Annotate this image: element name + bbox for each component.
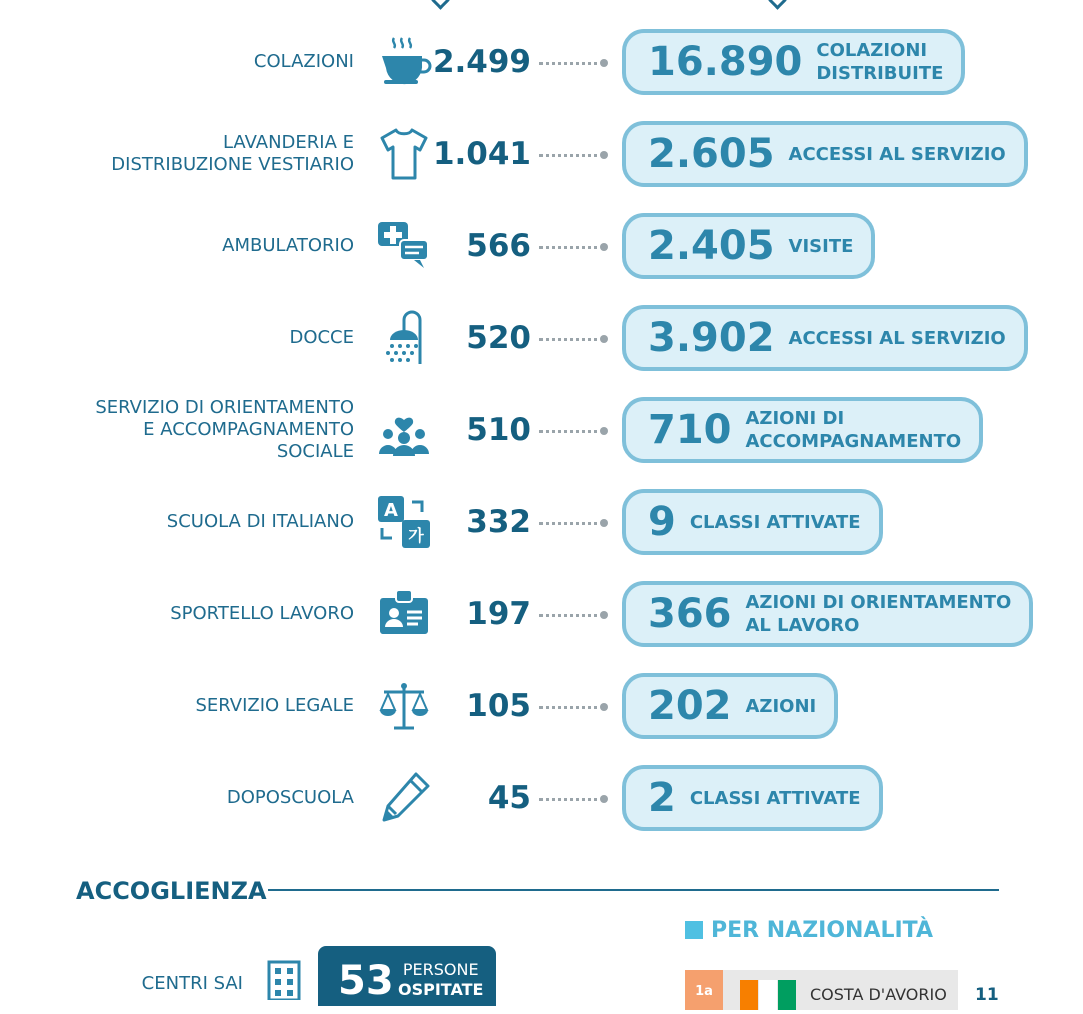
service-row bbox=[0, 482, 1083, 562]
service-label: AMBULATORIO bbox=[222, 235, 354, 256]
sai-text-line-2: OSPITATE bbox=[398, 980, 484, 999]
building-icon bbox=[263, 958, 305, 1000]
sai-label: CENTRI SAI bbox=[141, 973, 243, 994]
service-row bbox=[0, 298, 1083, 378]
service-count: 45 bbox=[487, 780, 531, 816]
sai-number: 53 bbox=[338, 958, 394, 1004]
dotted-connector bbox=[539, 798, 605, 801]
dotted-connector bbox=[539, 62, 605, 65]
service-row bbox=[0, 390, 1083, 470]
dotted-connector bbox=[539, 246, 605, 249]
dotted-connector bbox=[539, 614, 605, 617]
service-label: SERVIZIO LEGALE bbox=[195, 695, 354, 716]
svg-text:가: 가 bbox=[408, 526, 424, 545]
result-pill bbox=[622, 489, 883, 555]
connector-dot bbox=[600, 519, 608, 527]
connector-dot bbox=[600, 795, 608, 803]
result-number: 366 bbox=[648, 591, 732, 637]
connector-dot bbox=[600, 427, 608, 435]
result-number: 2.405 bbox=[648, 223, 775, 269]
translate-icon bbox=[376, 494, 432, 550]
dotted-connector bbox=[539, 706, 605, 709]
dotted-connector bbox=[539, 430, 605, 433]
result-number: 2 bbox=[648, 775, 676, 821]
result-description: COLAZIONI DISTRIBUITE bbox=[816, 40, 944, 84]
result-description: CLASSI ATTIVATE bbox=[689, 787, 861, 809]
result-number: 202 bbox=[648, 683, 732, 729]
service-count: 105 bbox=[466, 688, 531, 724]
service-label: DOPOSCUOLA bbox=[226, 787, 354, 808]
result-number: 16.890 bbox=[648, 39, 803, 85]
service-label: LAVANDERIA E DISTRIBUZIONE VESTIARIO bbox=[111, 132, 354, 175]
service-label: COLAZIONI bbox=[253, 51, 354, 72]
nationality-marker-icon bbox=[685, 921, 703, 939]
pencil-icon bbox=[376, 770, 432, 826]
result-description: ACCESSI AL SERVIZIO bbox=[788, 327, 1006, 349]
connector-dot bbox=[600, 335, 608, 343]
service-count: 566 bbox=[466, 228, 531, 264]
result-number: 710 bbox=[648, 407, 732, 453]
svg-text:A: A bbox=[384, 500, 398, 521]
service-row bbox=[0, 666, 1083, 746]
nationality-rank: 1a bbox=[685, 970, 723, 1010]
service-count: 510 bbox=[466, 412, 531, 448]
nationality-country: COSTA D'AVORIO bbox=[810, 985, 947, 1004]
service-count: 520 bbox=[466, 320, 531, 356]
sai-text bbox=[398, 960, 483, 1000]
result-description: AZIONI bbox=[745, 695, 817, 717]
flag-icon bbox=[759, 980, 777, 1010]
arrow-down-right-icon bbox=[768, 0, 786, 10]
coffee-cup-icon bbox=[376, 34, 432, 90]
nationality-title: PER NAZIONALITÀ bbox=[711, 918, 933, 943]
connector-dot bbox=[600, 151, 608, 159]
result-number: 3.902 bbox=[648, 315, 775, 361]
service-label: SCUOLA DI ITALIANO bbox=[166, 511, 354, 532]
nationality-count: 11 bbox=[975, 985, 999, 1005]
connector-dot bbox=[600, 611, 608, 619]
result-pill bbox=[622, 397, 983, 463]
result-pill bbox=[622, 765, 883, 831]
section-title-accoglienza: ACCOGLIENZA bbox=[76, 877, 267, 905]
result-pill bbox=[622, 29, 965, 95]
result-pill bbox=[622, 581, 1033, 647]
people-heart-icon bbox=[376, 402, 432, 458]
result-number: 9 bbox=[648, 499, 676, 545]
t-shirt-icon bbox=[376, 126, 432, 182]
service-count: 2.499 bbox=[432, 44, 531, 80]
medical-chat-icon bbox=[376, 218, 432, 274]
service-row bbox=[0, 758, 1083, 838]
dotted-connector bbox=[539, 338, 605, 341]
service-row bbox=[0, 574, 1083, 654]
result-description: AZIONI DI ACCOMPAGNAMENTO bbox=[745, 408, 962, 452]
service-row bbox=[0, 114, 1083, 194]
result-description: ACCESSI AL SERVIZIO bbox=[788, 143, 1006, 165]
service-count: 1.041 bbox=[432, 136, 531, 172]
result-pill bbox=[622, 673, 838, 739]
id-badge-icon bbox=[376, 586, 432, 642]
service-label: SPORTELLO LAVORO bbox=[170, 603, 354, 624]
connector-dot bbox=[600, 703, 608, 711]
service-row bbox=[0, 206, 1083, 286]
service-row bbox=[0, 22, 1083, 102]
service-count: 197 bbox=[466, 596, 531, 632]
sai-text-line-1: PERSONE bbox=[402, 960, 479, 979]
service-count: 332 bbox=[466, 504, 531, 540]
connector-dot bbox=[600, 243, 608, 251]
result-description: VISITE bbox=[788, 235, 854, 257]
arrow-down-left-icon bbox=[431, 0, 449, 10]
result-number: 2.605 bbox=[648, 131, 775, 177]
connector-dot bbox=[600, 59, 608, 67]
dotted-connector bbox=[539, 522, 605, 525]
result-pill bbox=[622, 121, 1028, 187]
flag-icon bbox=[740, 980, 758, 1010]
result-pill bbox=[622, 213, 875, 279]
scales-icon bbox=[376, 678, 432, 734]
section-divider bbox=[268, 889, 999, 891]
shower-icon bbox=[376, 310, 432, 366]
service-label: SERVIZIO DI ORIENTAMENTO E ACCOMPAGNAMENTO SOCIALE bbox=[95, 397, 354, 462]
result-description: CLASSI ATTIVATE bbox=[689, 511, 861, 533]
result-description: AZIONI DI ORIENTAMENTO AL LAVORO bbox=[745, 592, 1012, 636]
service-label: DOCCE bbox=[289, 327, 354, 348]
dotted-connector bbox=[539, 154, 605, 157]
result-pill bbox=[622, 305, 1028, 371]
flag-icon bbox=[778, 980, 796, 1010]
